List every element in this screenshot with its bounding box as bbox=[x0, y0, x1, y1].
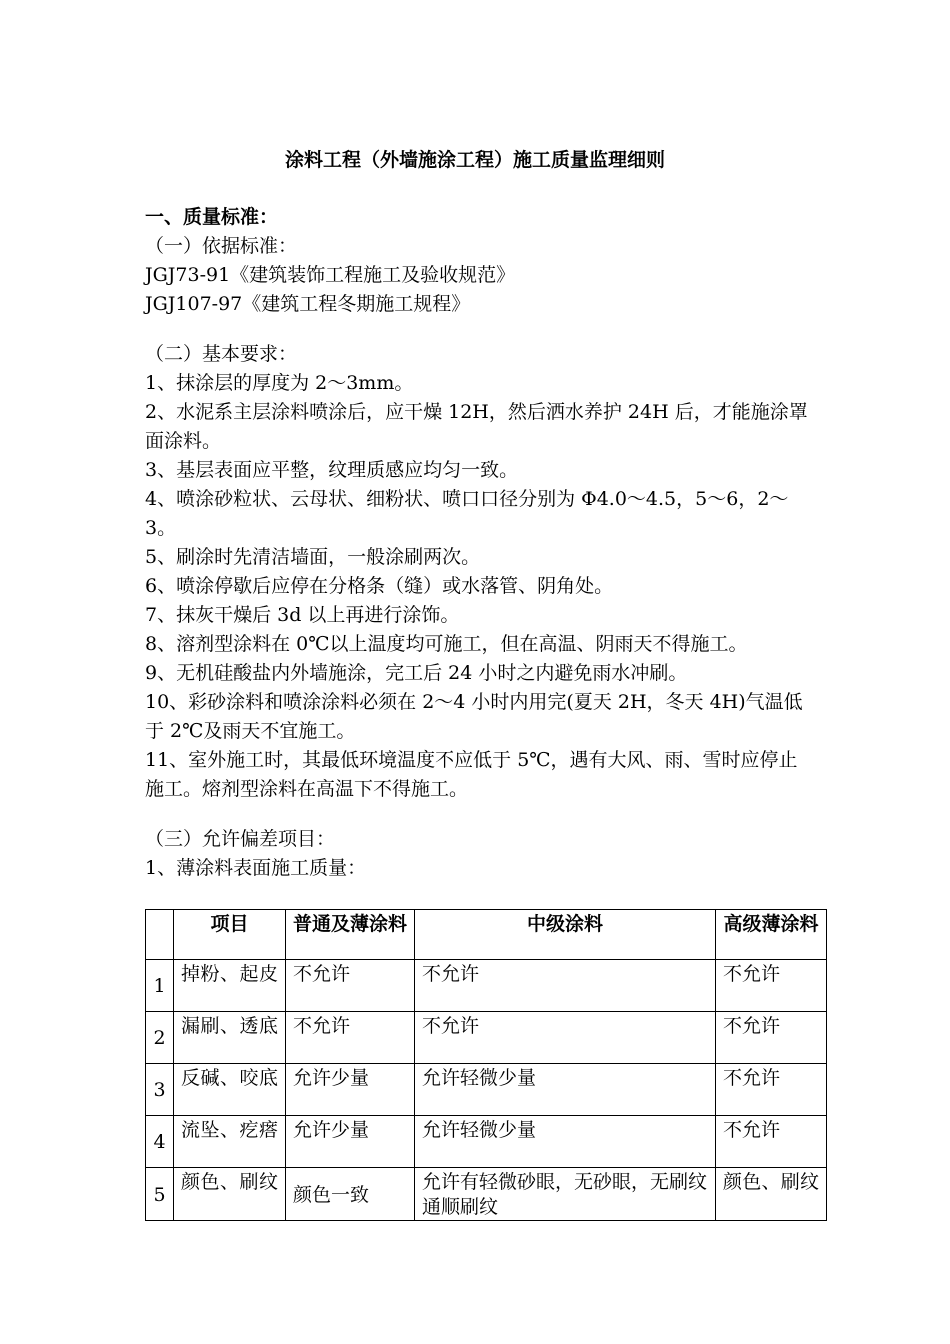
row-normal: 不允许 bbox=[286, 960, 415, 1012]
table-row bbox=[146, 1168, 827, 1221]
row-medium: 允许有轻微砂眼，无砂眼，无刷纹通顺刷纹 bbox=[415, 1168, 716, 1221]
row-item: 颜色、刷纹 bbox=[174, 1168, 286, 1221]
requirement-item: 8、溶剂型涂料在 0℃以上温度均可施工，但在高温、阴雨天不得施工。 bbox=[145, 633, 748, 655]
table-header-row bbox=[146, 910, 827, 960]
row-high: 不允许 bbox=[716, 1064, 827, 1116]
row-high: 颜色、刷纹 bbox=[716, 1168, 827, 1221]
row-high: 不允许 bbox=[716, 1116, 827, 1168]
row-number: 3 bbox=[146, 1064, 174, 1116]
header-cell-item: 项目 bbox=[174, 910, 286, 960]
section-heading-quality-standards: 一、质量标准： bbox=[145, 206, 279, 228]
requirement-item: 6、喷涂停歇后应停在分格条（缝）或水落管、阴角处。 bbox=[145, 575, 614, 597]
paragraph-gap bbox=[145, 319, 815, 340]
header-cell-medium: 中级涂料 bbox=[415, 910, 716, 960]
row-medium: 不允许 bbox=[415, 960, 716, 1012]
row-medium: 允许轻微少量 bbox=[415, 1064, 716, 1116]
requirement-item: 4、喷涂砂粒状、云母状、细粉状、喷口口径分别为 Φ4.0～4.5，5～6，2～3。 bbox=[145, 488, 789, 539]
row-medium: 不允许 bbox=[415, 1012, 716, 1064]
row-normal: 允许少量 bbox=[286, 1116, 415, 1168]
subheading-basis-standards: （一）依据标准： bbox=[145, 235, 298, 257]
requirement-item: 1、抹涂层的厚度为 2～3mm。 bbox=[145, 372, 414, 394]
table-caption: 1、薄涂料表面施工质量： bbox=[145, 857, 367, 879]
row-item: 掉粉、起皮 bbox=[174, 960, 286, 1012]
table-row bbox=[146, 1116, 827, 1168]
subheading-basic-requirements: （二）基本要求： bbox=[145, 343, 298, 365]
subheading-allowed-deviation: （三）允许偏差项目： bbox=[145, 828, 336, 850]
table-row bbox=[146, 1064, 827, 1116]
requirement-item: 3、基层表面应平整，纹理质感应均匀一致。 bbox=[145, 459, 519, 481]
row-high: 不允许 bbox=[716, 960, 827, 1012]
requirement-item: 11、室外施工时，其最低环境温度不应低于 5℃，遇有大风、雨、雪时应停止施工。熔剂型涂料在高温下不得施工。 bbox=[145, 749, 798, 800]
paragraph-gap bbox=[145, 804, 815, 825]
row-number: 4 bbox=[146, 1116, 174, 1168]
standard-item: JGJ73-91《建筑装饰工程施工及验收规范》 bbox=[145, 264, 516, 286]
row-number: 5 bbox=[146, 1168, 174, 1221]
row-number: 2 bbox=[146, 1012, 174, 1064]
document-title: 涂料工程（外墙施涂工程）施工质量监理细则 bbox=[284, 149, 665, 171]
quality-table bbox=[145, 909, 827, 1221]
header-cell-index bbox=[146, 910, 174, 960]
requirement-item: 2、水泥系主层涂料喷涂后，应干燥 12H，然后洒水养护 24H 后，才能施涂罩面涂料。 bbox=[145, 401, 808, 452]
requirement-item: 7、抹灰干燥后 3d 以上再进行涂饰。 bbox=[145, 604, 460, 626]
requirement-item: 10、彩砂涂料和喷涂涂料必须在 2～4 小时内用完(夏天 2H，冬天 4H)气温低于 2℃及雨天不宜施工。 bbox=[145, 691, 803, 742]
table-row bbox=[146, 1012, 827, 1064]
header-cell-high: 高级薄涂料 bbox=[716, 910, 827, 960]
header-cell-normal: 普通及薄涂料 bbox=[286, 910, 415, 960]
row-item: 流坠、疙瘩 bbox=[174, 1116, 286, 1168]
requirement-item: 9、无机硅酸盐内外墙施涂，完工后 24 小时之内避免雨水冲刷。 bbox=[145, 662, 688, 684]
row-normal: 颜色一致 bbox=[286, 1168, 415, 1221]
requirement-item: 5、刷涂时先清洁墙面，一般涂刷两次。 bbox=[145, 546, 481, 568]
row-item: 反碱、咬底 bbox=[174, 1064, 286, 1116]
document-body bbox=[145, 203, 815, 883]
row-medium: 允许轻微少量 bbox=[415, 1116, 716, 1168]
table-row bbox=[146, 960, 827, 1012]
row-number: 1 bbox=[146, 960, 174, 1012]
standard-item: JGJ107-97《建筑工程冬期施工规程》 bbox=[145, 293, 471, 315]
row-normal: 不允许 bbox=[286, 1012, 415, 1064]
row-item: 漏刷、透底 bbox=[174, 1012, 286, 1064]
row-normal: 允许少量 bbox=[286, 1064, 415, 1116]
row-high: 不允许 bbox=[716, 1012, 827, 1064]
